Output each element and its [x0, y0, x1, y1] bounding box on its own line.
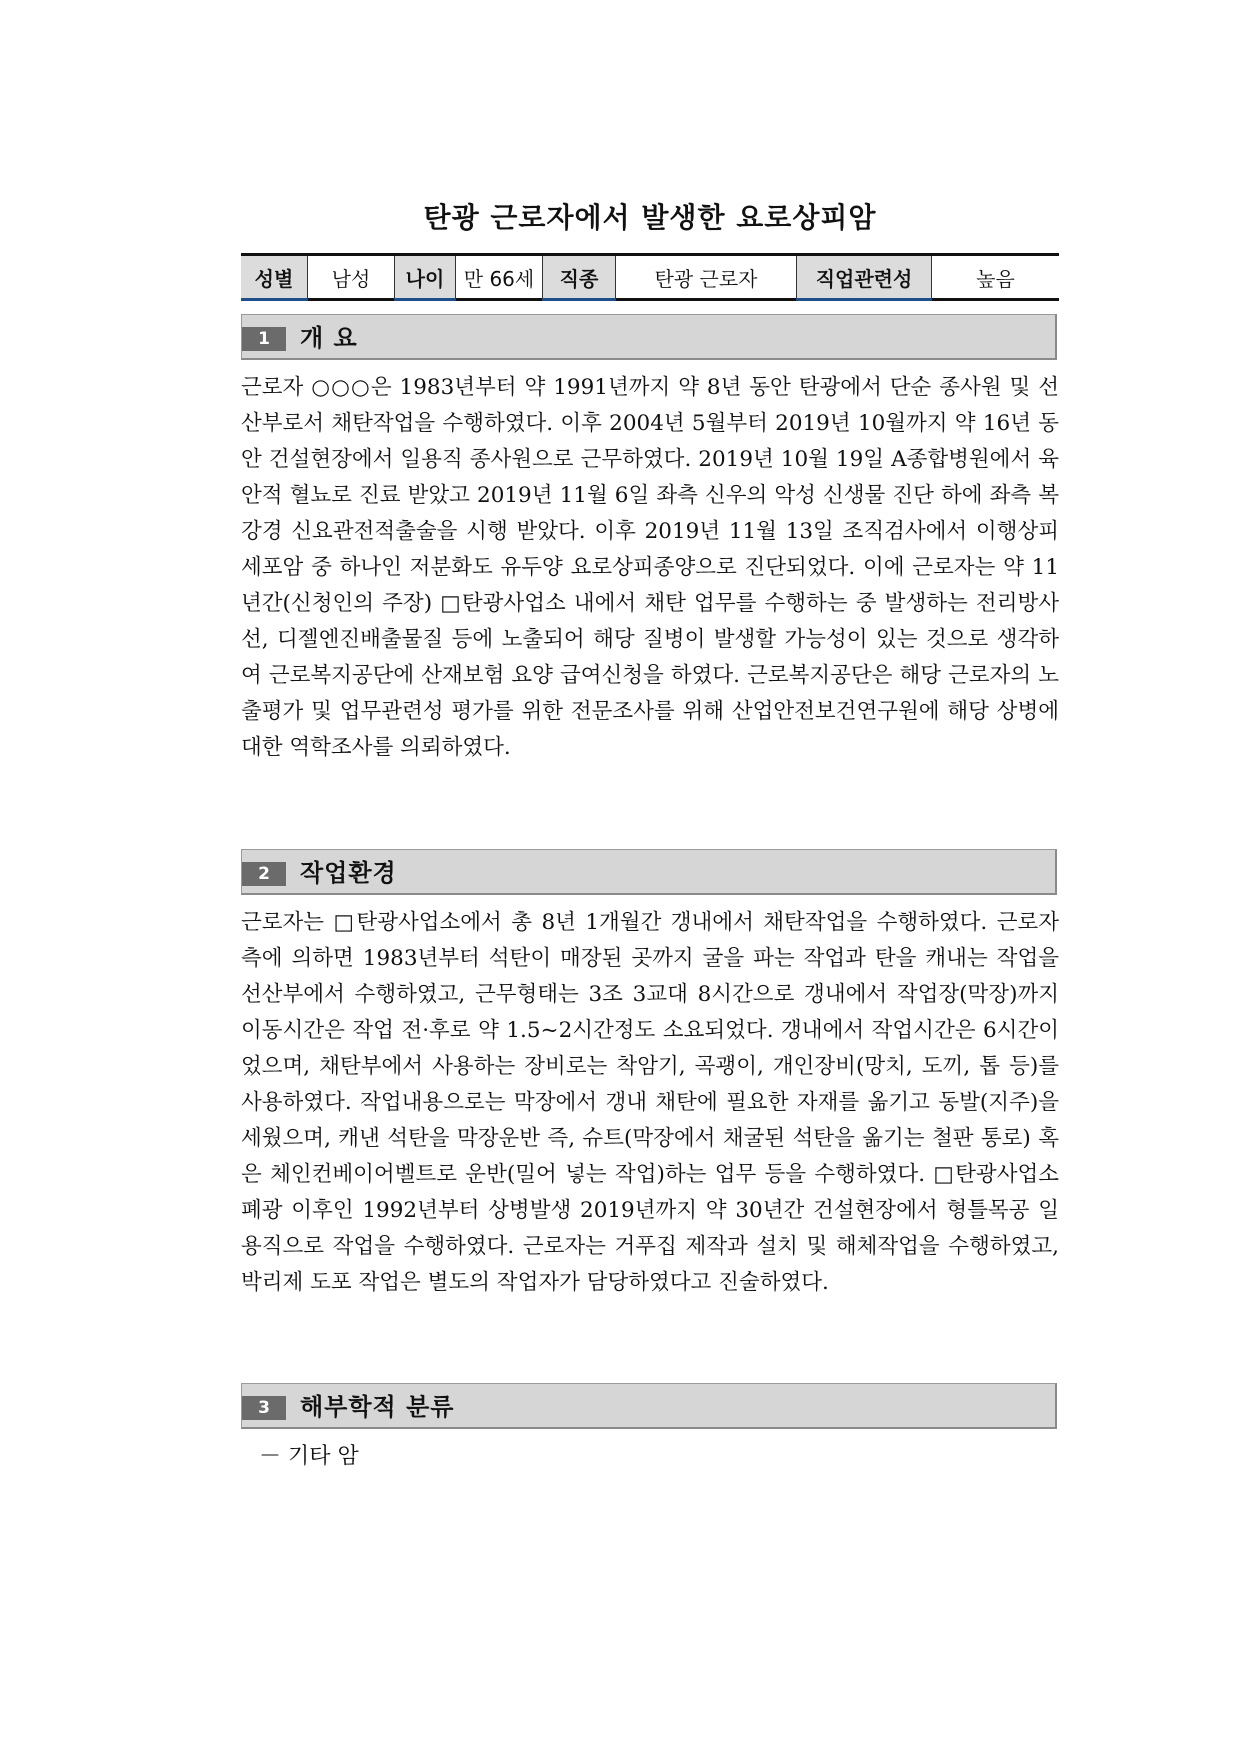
- case-info-table: [241, 253, 1059, 301]
- section-header-anatomical-classification: [241, 1383, 1057, 1429]
- document-title: 탄광 근로자에서 발생한 요로상피암: [423, 201, 877, 234]
- job-label: 직종: [543, 255, 616, 300]
- section-number: 2: [242, 862, 286, 886]
- section-title: 작업환경: [300, 859, 397, 887]
- case-info-row: [241, 255, 1059, 300]
- section-number: 1: [242, 327, 286, 351]
- sex-label: 성별: [241, 255, 308, 300]
- section-title: 개 요: [300, 324, 358, 352]
- section-body-anatomical-classification: － 기타 암: [259, 1444, 359, 1469]
- relevance-label: 직업관련성: [797, 255, 932, 300]
- sex-value: 남성: [308, 255, 395, 300]
- section-header-overview: [241, 314, 1057, 360]
- section-body-overview: 근로자 ○○○은 1983년부터 약 1991년까지 약 8년 동안 탄광에서 단순 종사원 및 선산부로서 채탄작업을 수행하였다. 이후 2004년 5월부터 2019년 10월까지 약 16년 동안 건설현장에서 일용직 종사원으로 근무하였다. 2019년 10월 19일 A종합병원에서 육안적 혈뇨로 진료 받았고 2019년 11월 6일 좌측 신우의 악성 신생물 진단 하에 좌측 복강경 신요관전적출술을 시행 받았다. 이후 2019년 11월 13일 조직검사에서 이행상피세포암 중 하나인 저분화도 유두양 요로상피종양으로 진단되었다. 이에 근로자는 약 11년간(신청인의 주장) □탄광사업소 내에서 채탄 업무를 수행하는 중 발생하는 전리방사선, 디젤엔진배출물질 등에 노출되어 해당 질병이 발생할 가능성이 있는 것으로 생각하여 근로복지공단에 산재보험 요양 급여신청을 하였다. 근로복지공단은 해당 근로자의 노출평가 및 업무관련성 평가를 위한 전문조사를 위해 산업안전보건연구원에 해당 상병에 대한 역학조사를 의뢰하였다.: [241, 375, 1059, 760]
- section-number: 3: [242, 1396, 286, 1420]
- age-value: 만 66세: [456, 255, 543, 300]
- section-title: 해부학적 분류: [300, 1393, 455, 1421]
- age-label: 나이: [395, 255, 456, 300]
- relevance-value: 높음: [932, 255, 1060, 300]
- section-header-work-environment: [241, 849, 1057, 895]
- section-body-work-environment: 근로자는 □탄광사업소에서 총 8년 1개월간 갱내에서 채탄작업을 수행하였다. 근로자 측에 의하면 1983년부터 석탄이 매장된 곳까지 굴을 파는 작업과 탄을 캐내는 작업을 선산부에서 수행하였고, 근무형태는 3조 3교대 8시간으로 갱내에서 작업장(막장)까지 이동시간은 작업 전·후로 약 1.5~2시간정도 소요되었다. 갱내에서 작업시간은 6시간이었으며, 채탄부에서 사용하는 장비로는 착암기, 곡괭이, 개인장비(망치, 도끼, 톱 등)를 사용하였다. 작업내용으로는 막장에서 갱내 채탄에 필요한 자재를 옮기고 동발(지주)을 세웠으며, 캐낸 석탄을 막장운반 즉, 슈트(막장에서 채굴된 석탄을 옮기는 철판 통로) 혹은 체인컨베이어벨트로 운반(밀어 넣는 작업)하는 업무 등을 수행하였다. □탄광사업소 폐광 이후인 1992년부터 상병발생 2019년까지 약 30년간 건설현장에서 형틀목공 일용직으로 작업을 수행하였다. 근로자는 거푸집 제작과 설치 및 해체작업을 수행하였고, 박리제 도포 작업은 별도의 작업자가 담당하였다고 진술하였다.: [241, 910, 1059, 1295]
- job-value: 탄광 근로자: [616, 255, 797, 300]
